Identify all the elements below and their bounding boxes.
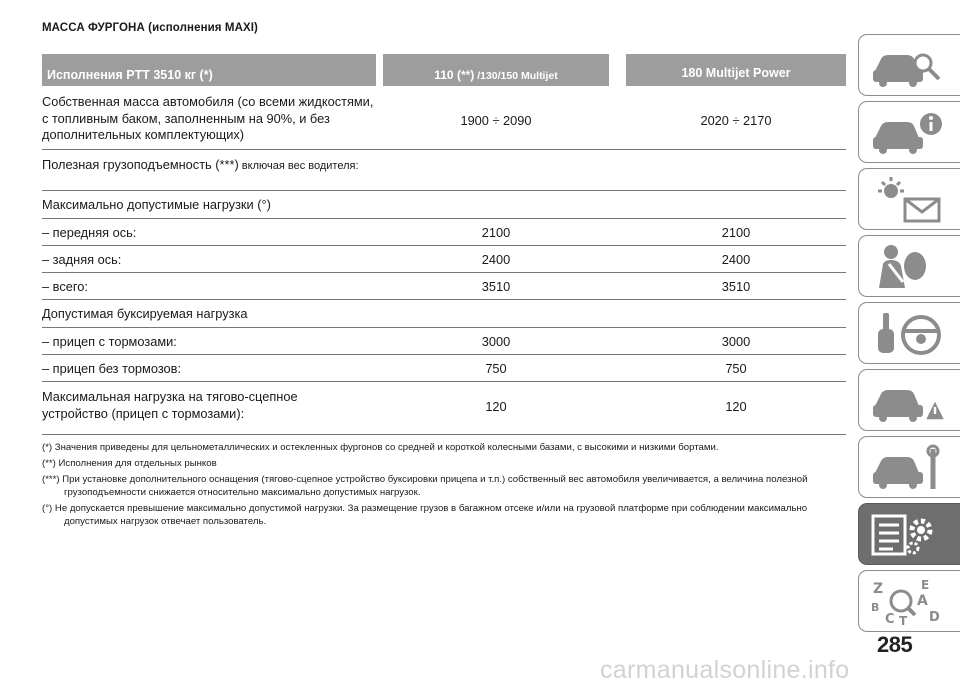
table-row (42, 191, 846, 219)
car-maintenance-icon (869, 443, 949, 493)
row-value-2: 120 (725, 399, 747, 414)
row-value-2: 2400 (721, 252, 751, 267)
footnote: (*) Значения приведены для цельнометаллических и остекленных фургонов со средней и короткой колесными базами, с высокими и низкими бортами. (42, 442, 719, 453)
row-label-main: Полезная грузоподъемность (***) (42, 157, 239, 172)
row-value-1: 2400 (481, 252, 511, 267)
tab-technical-data[interactable] (858, 503, 960, 565)
row-label: Собственная масса автомобиля (со всеми жидкостями, с топливным баком, заполненным на 90%, и без дополнительных комплектующих) (42, 94, 374, 142)
footnote: (***) При установке дополнительного оснащения (тягово-сцепное устройство буксировки прицепа и т.п.) собственный вес автомобиля увеличивается, а величина полезной грузоподъемности снижается относительно максимально допустимых нагрузок. (42, 474, 808, 498)
footnotes (42, 441, 842, 531)
index-letter-d: D (929, 610, 940, 625)
header-110-label: 110 (**) (434, 68, 475, 82)
weights-table (42, 86, 846, 435)
row-label: – прицеп без тормозов: (42, 361, 182, 376)
table-row (42, 328, 846, 355)
row-value-1: 3000 (481, 334, 511, 349)
table-row (42, 355, 846, 382)
row-label: – всего: (42, 279, 88, 294)
page-title: МАССА ФУРГОНА (исполнения MAXI) (42, 22, 258, 34)
tab-starting-driving[interactable] (858, 302, 960, 364)
warning-lights-message-icon (869, 175, 949, 225)
row-label-small: включая вес водителя: (238, 160, 359, 172)
index-letter-z: Z (873, 581, 884, 597)
row-value-1: 120 (485, 399, 507, 414)
row-value-2: 750 (725, 361, 747, 376)
header-130-150-label: /130/150 Multijet (474, 70, 558, 82)
tab-safety-info[interactable] (858, 101, 960, 163)
table-row (42, 246, 846, 273)
row-label: Максимально допустимые нагрузки (°) (42, 197, 271, 212)
page-number: 285 (877, 632, 913, 657)
car-search-icon (869, 41, 949, 91)
row-label: – задняя ось: (42, 252, 122, 267)
row-label: Максимальная нагрузка на тягово-сцепное устройство (прицеп с тормозами): (42, 389, 298, 421)
row-value-2: 2020 ÷ 2170 (700, 113, 772, 128)
index-letter-a: A (917, 593, 928, 609)
table-row (42, 273, 846, 300)
car-info-icon (869, 108, 949, 158)
row-label: Допустимая буксируемая нагрузка (42, 306, 248, 321)
index-letter-c: C (885, 612, 895, 627)
tab-dashboard[interactable] (858, 34, 960, 96)
table-row (42, 219, 846, 246)
row-label: – передняя ось: (42, 225, 137, 240)
row-value-2: 3510 (721, 279, 751, 294)
row-value-1: 3510 (481, 279, 511, 294)
alphabetical-index-icon (869, 577, 949, 627)
footnote: (**) Исполнения для отдельных рынков (42, 458, 217, 469)
row-label (42, 157, 362, 175)
tab-emergency[interactable] (858, 369, 960, 431)
airbag-person-icon (869, 242, 949, 292)
key-steering-wheel-icon (869, 309, 949, 359)
tab-index[interactable] (858, 570, 960, 632)
car-breakdown-icon (869, 376, 949, 426)
tab-safety[interactable] (858, 235, 960, 297)
row-value-2: 3000 (721, 334, 751, 349)
table-header-variant: Исполнения PTT 3510 кг (*) (42, 54, 376, 86)
row-value-1: 750 (485, 361, 507, 376)
table-header-110-multijet (383, 54, 609, 86)
table-row (42, 382, 846, 435)
table-row (42, 86, 846, 150)
tab-warning-lights[interactable] (858, 168, 960, 230)
row-value-2: 2100 (721, 225, 751, 240)
row-value-1: 1900 ÷ 2090 (460, 113, 532, 128)
technical-data-icon (869, 510, 949, 560)
row-value-1: 2100 (481, 225, 511, 240)
table-row (42, 150, 846, 191)
index-letter-t: T (899, 614, 908, 627)
footnote: (°) Не допускается превышение максимально допустимой нагрузки. За размещение грузов в багажном отсеке и/или на грузовой платформе при соблюдении максимально допустимых нагрузок отвечает пользователь. (42, 503, 808, 527)
row-label: – прицеп с тормозами: (42, 334, 177, 349)
table-header-180-multijet: 180 Multijet Power (626, 54, 846, 86)
index-letter-b: B (871, 601, 880, 614)
watermark: carmanualsonline.info (600, 656, 850, 684)
index-letter-e: E (921, 578, 930, 592)
table-row (42, 300, 846, 328)
tab-maintenance[interactable] (858, 436, 960, 498)
